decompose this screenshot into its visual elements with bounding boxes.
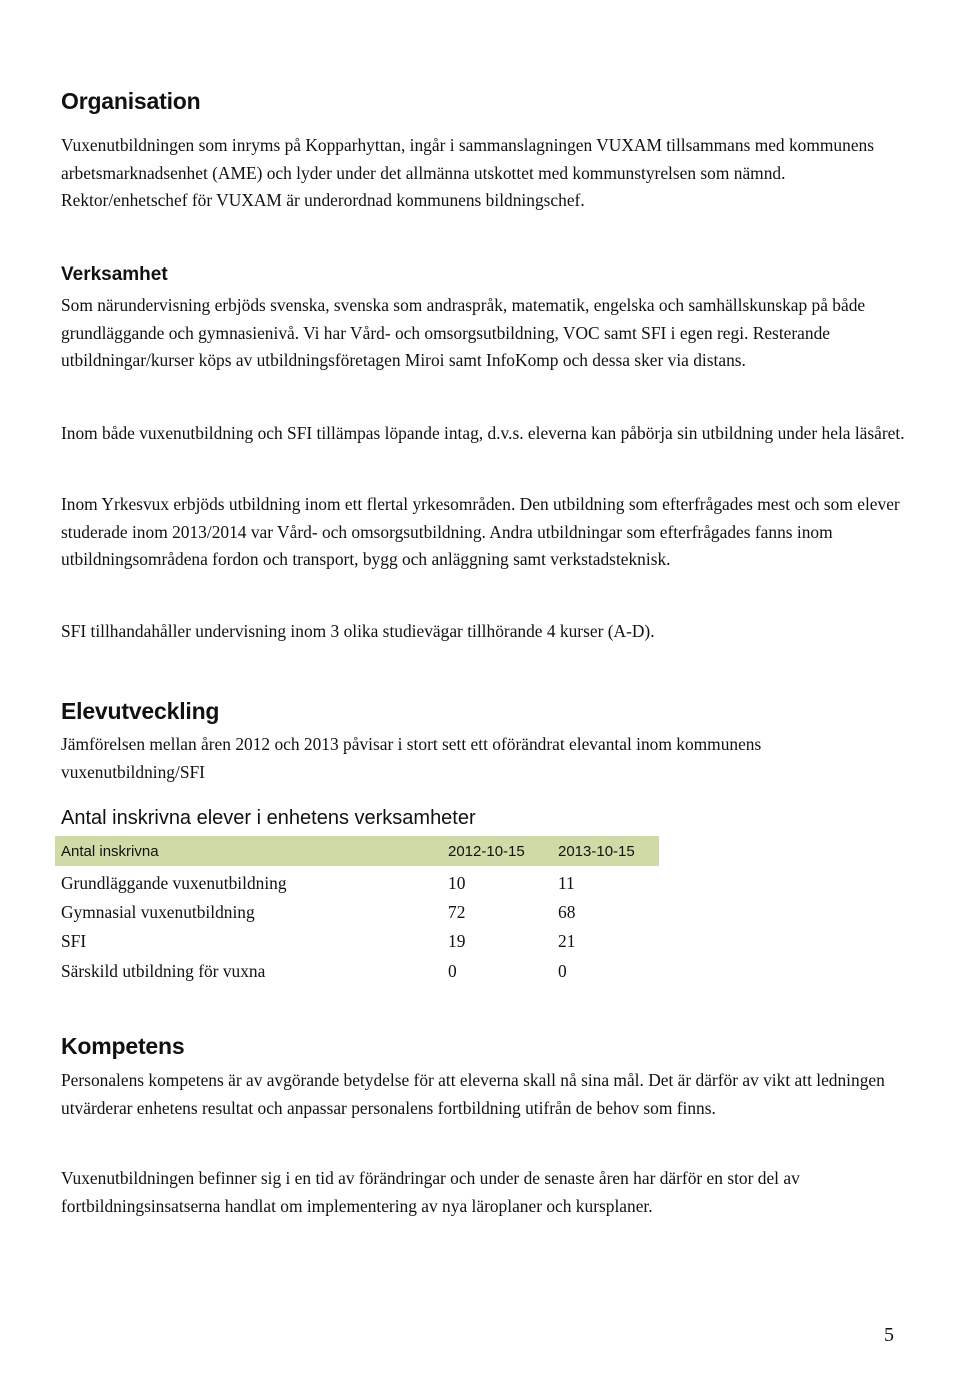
kompetens-paragraph-1: Personalens kompetens är av avgörande betydelse för att eleverna skall nå sina mål. Det är därför av vikt att ledningen utvärderar enhetens resultat och anpassar personalens fortbildning utifrån de behov som finns. bbox=[61, 1070, 885, 1118]
row-value-2013: 21 bbox=[558, 931, 576, 951]
verksamhet-paragraph-4: SFI tillhandahåller undervisning inom 3 olika studievägar tillhörande 4 kurser (A-D). bbox=[61, 621, 655, 641]
row-value-2012: 10 bbox=[448, 873, 466, 893]
heading-verksamhet: Verksamhet bbox=[61, 264, 168, 285]
row-value-2013: 68 bbox=[558, 902, 576, 922]
row-value-2013: 11 bbox=[558, 873, 575, 893]
row-value-2012: 72 bbox=[448, 902, 466, 922]
table-header-2012: 2012-10-15 bbox=[448, 843, 525, 860]
row-label: Grundläggande vuxenutbildning bbox=[61, 873, 287, 893]
row-value-2012: 19 bbox=[448, 931, 466, 951]
table-header-2013: 2013-10-15 bbox=[558, 843, 635, 860]
row-value-2013: 0 bbox=[558, 961, 567, 981]
row-label: Särskild utbildning för vuxna bbox=[61, 961, 266, 981]
row-label: Gymnasial vuxenutbildning bbox=[61, 902, 255, 922]
verksamhet-paragraph-1: Som närundervisning erbjöds svenska, svenska som andraspråk, matematik, engelska och samhällskunskap på både grundläggande och gymnasienivå. Vi har Vård- och omsorgsutbildning, VOC samt SFI i egen regi. Resterande utbildningar/kurser köps av utbildningsföretagen Miroi samt InfoKomp och dessa sker via distans. bbox=[61, 295, 866, 370]
elevutveckling-paragraph: Jämförelsen mellan åren 2012 och 2013 påvisar i stort sett ett oförändrat elevantal inom kommunens vuxenutbildning/SFI bbox=[61, 734, 762, 782]
verksamhet-paragraph-2: Inom både vuxenutbildning och SFI tillämpas löpande intag, d.v.s. eleverna kan påbörja sin utbildning under hela läsåret. bbox=[61, 423, 905, 443]
table-caption: Antal inskrivna elever i enhetens verksamheter bbox=[61, 807, 476, 829]
page-number: 5 bbox=[884, 1324, 894, 1346]
heading-elevutveckling: Elevutveckling bbox=[61, 698, 220, 724]
heading-organisation: Organisation bbox=[61, 88, 201, 114]
row-label: SFI bbox=[61, 931, 87, 951]
table-header-label: Antal inskrivna bbox=[61, 843, 159, 860]
kompetens-paragraph-2: Vuxenutbildningen befinner sig i en tid av förändringar och under de senaste åren har därför en stor del av fortbildningsinsatserna handlat om implementering av nya läroplaner och kursplaner. bbox=[61, 1168, 800, 1216]
verksamhet-paragraph-3: Inom Yrkesvux erbjöds utbildning inom ett flertal yrkesområden. Den utbildning som efterfrågades mest och som elever studerade inom 2013/2014 var Vård- och omsorgsutbildning. Andra utbildningar som efterfrågades fanns inom utbildningsområdena fordon och transport, bygg och anläggning samt verkstadsteknisk. bbox=[61, 494, 900, 569]
organisation-paragraph: Vuxenutbildningen som inryms på Kopparhyttan, ingår i sammanslagningen VUXAM tillsammans med kommunens arbetsmarknadsenhet (AME) och lyder under det allmänna utskottet med kommunstyrelsen som nämnd. Rektor/enhetschef för VUXAM är underordnad kommunens bildningschef. bbox=[61, 135, 874, 210]
heading-kompetens: Kompetens bbox=[61, 1033, 185, 1059]
row-value-2012: 0 bbox=[448, 961, 457, 981]
